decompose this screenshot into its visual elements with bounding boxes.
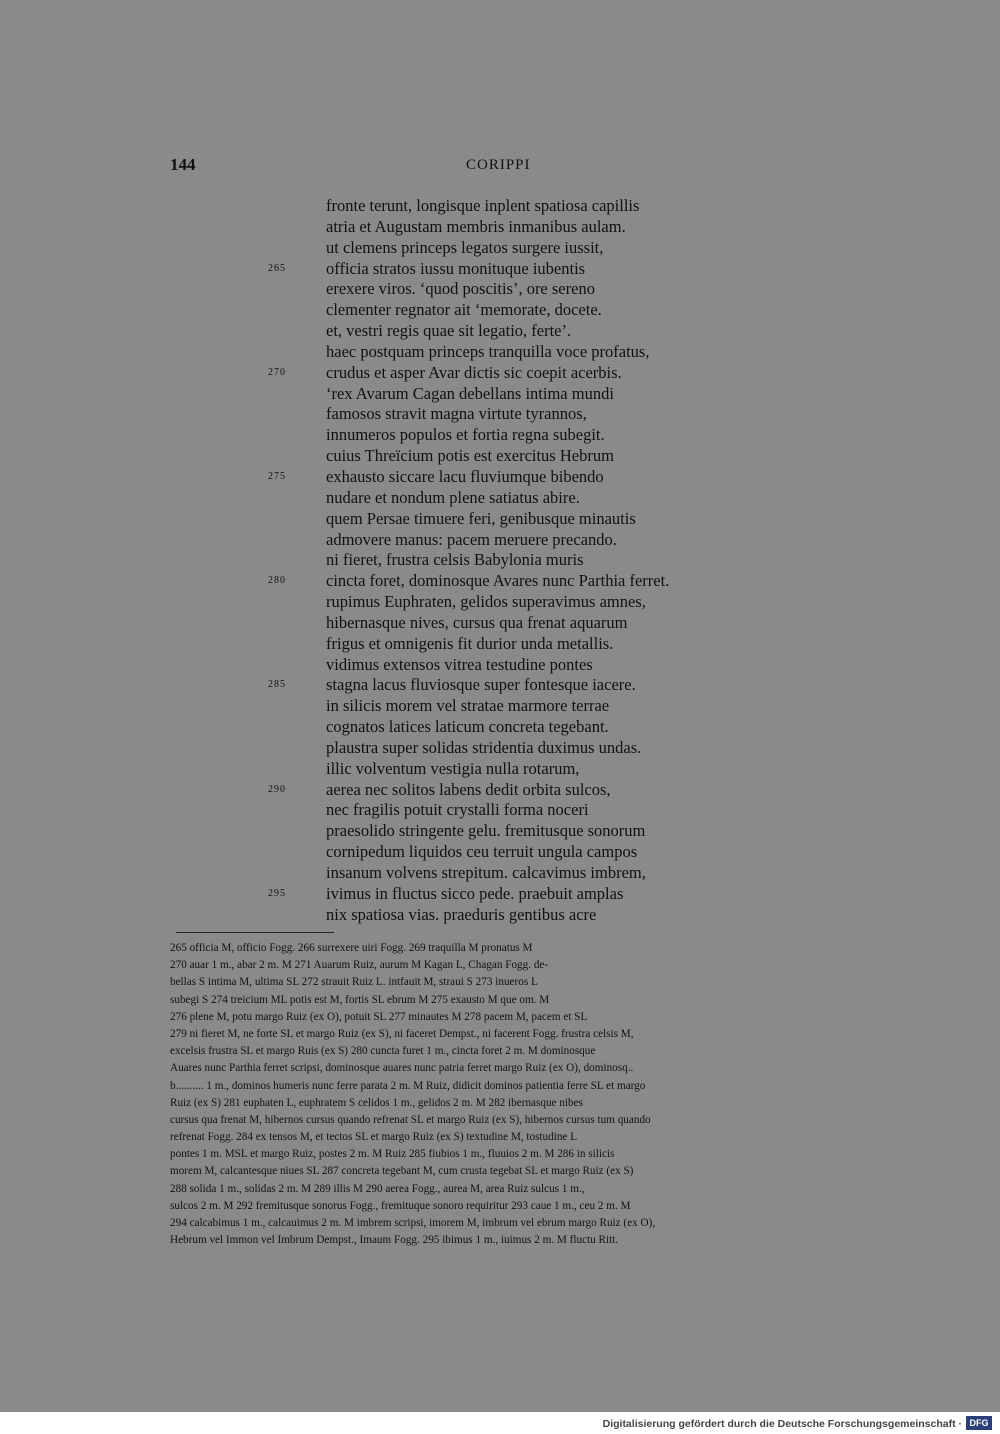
verse-line (326, 821, 886, 842)
apparatus-line: refrenat Fogg. 284 ex tensos M, et tectos SL et margo Ruiz (ex S) textudine M, tostudine L (170, 1131, 578, 1144)
verse-line (326, 550, 886, 571)
apparatus-line: Ruiz (ex S) 281 euphaten L, euphratem S celidos 1 m., gelidos 2 m. M 282 ibernasque nibes (170, 1096, 583, 1109)
verse-text: et, vestri regis quae sit legatio, ferte’. (326, 321, 572, 341)
verse-line (326, 530, 886, 551)
verse-line (326, 863, 886, 884)
apparatus-line: 279 ni fieret M, ne forte SL et margo Ruiz (ex S), ni faceret Dempst., ni facerent Fogg. frustra celsis M, (170, 1027, 634, 1040)
verse-text: admovere manus: pacem meruere precando. (326, 529, 617, 549)
verse-text: crudus et asper Avar dictis sic coepit acerbis. (326, 362, 622, 382)
verse-text: officia stratos iussu monituque iubentis (326, 258, 586, 278)
verse-text: erexere viros. ‘quod poscitis’, ore sereno (326, 279, 595, 299)
verse-text: atria et Augustam membris inmanibus aulam. (326, 216, 626, 236)
verse-line (326, 321, 886, 342)
verse-line (326, 800, 886, 821)
verse-line (268, 779, 886, 801)
verse-text: plaustra super solidas stridentia duximus undas. (326, 737, 642, 757)
verse-line (326, 717, 886, 738)
apparatus-line: Auares nunc Parthia ferret scripsi, dominosque auares nunc patria ferret margo Ruiz (ex O), dominosq.. (170, 1062, 634, 1075)
verse-line (268, 571, 886, 592)
verse-line (326, 425, 886, 446)
verse-line (326, 905, 886, 926)
verse-line (326, 384, 886, 405)
verse-text: haec postquam princeps tranquilla voce profatus, (326, 341, 650, 361)
apparatus-line: 276 plene M, potu margo Ruiz (ex O), potuit SL 277 minautes M 278 pacem M, pacem et SL (170, 1010, 588, 1023)
verse-line-number: 290 (268, 783, 286, 795)
apparatus-line: subegi S 274 treicium ML potis est M, fortis SL ebrum M 275 exausto M que om. M (170, 993, 550, 1006)
verse-line (326, 655, 886, 676)
apparatus-line: cursus qua frenat M, hibernos cursus quando refrenat SL et margo Ruiz (ex S), hibernos cursus tum quando (170, 1113, 651, 1126)
funding-text: Digitalisierung gefördert durch die Deutsche Forschungsgemeinschaft · (602, 1418, 962, 1430)
verse-line (326, 842, 886, 863)
verse-line (326, 446, 886, 467)
verse-text: clementer regnator ait ‘memorate, docete. (326, 300, 602, 320)
apparatus-line: b.......... 1 m., dominos humeris nunc ferre parata 2 m. M Ruiz, didicit dominos patientia ferre SL et margo (170, 1079, 646, 1092)
apparatus-line: 265 officia M, officio Fogg. 266 surrexere uiri Fogg. 269 traquilla M pronatus M (170, 942, 533, 954)
verse-text: aerea nec solitos labens dedit orbita sulcos, (326, 779, 611, 799)
verse-line-number: 295 (268, 887, 286, 899)
verse-line (326, 404, 886, 425)
verse-text: famosos stravit magna virtute tyrannos, (326, 404, 587, 424)
verse-text: innumeros populos et fortia regna subegit. (326, 425, 605, 445)
verse-line (326, 300, 886, 321)
apparatus-line: morem M, calcantesque niues SL 287 concreta tegebant M, cum crusta tegebat SL et margo Ruiz (ex S) (170, 1165, 634, 1178)
verse-line-number: 280 (268, 575, 286, 587)
page-number: 144 (170, 155, 196, 174)
verse-text: stagna lacus fluviosque super fontesque iacere. (326, 675, 636, 695)
verse-line (326, 613, 886, 634)
verse-line-number: 275 (268, 470, 286, 482)
verse-text: illic volventum vestigia nulla rotarum, (326, 758, 580, 778)
verse-line-number: 265 (268, 262, 286, 274)
verse-text: hibernasque nives, cursus qua frenat aquarum (326, 612, 628, 632)
verse-line (326, 342, 886, 363)
verse-line-number: 285 (268, 679, 286, 691)
verse-text: in silicis morem vel stratae marmore terrae (326, 696, 610, 716)
verse-block (268, 196, 886, 926)
verse-line-number: 270 (268, 366, 286, 378)
verse-text: ni fieret, frustra celsis Babylonia muris (326, 550, 584, 570)
verse-line (326, 238, 886, 259)
verse-text: cuius Threïcium potis est exercitus Hebrum (326, 446, 614, 466)
verse-line (268, 466, 886, 488)
apparatus-line: 288 solida 1 m., solidas 2 m. M 289 illis M 290 aerea Fogg., aurea M, area Ruiz sulcus 1 m., (170, 1182, 585, 1195)
verse-line (326, 634, 886, 655)
verse-text: frigus et omnigenis fit durior unda metallis. (326, 633, 614, 653)
verse-line (326, 279, 886, 300)
verse-text: cornipedum liquidos ceu terruit ungula campos (326, 842, 638, 862)
apparatus-line: pontes 1 m. MSL et margo Ruiz, postes 2 m. M Ruiz 285 fiubios 1 m., fluuios 2 m. M 286 in silicis (170, 1148, 615, 1161)
apparatus-line: excelsis frustra SL et margo Ruis (ex S) 280 cuncta furet 1 m., cincta foret 2 m. M dominosque (170, 1045, 596, 1058)
verse-text: nix spatiosa vias. praeduris gentibus acre (326, 904, 597, 924)
verse-text: nec fragilis potuit crystalli forma noceri (326, 800, 589, 820)
apparatus-line: 270 auar 1 m., abar 2 m. M 271 Auarum Ruiz, aurum M Kagan L, Chagan Fogg. de- (170, 959, 549, 972)
apparatus-line: sulcos 2 m. M 292 fremitusque sonorus Fogg., fremituque sonoro requiritur 293 caue 1 m., ceu 2 m. M (170, 1199, 631, 1212)
critical-apparatus (170, 940, 830, 1249)
verse-text: nudare et nondum plene satiatus abire. (326, 487, 580, 507)
verse-text: cincta foret, dominosque Avares nunc Parthia ferret. (326, 571, 670, 591)
verse-line (268, 675, 886, 696)
verse-text: vidimus extensos vitrea testudine pontes (326, 654, 593, 674)
verse-line (268, 258, 886, 280)
verse-text: insanum volvens strepitum. calcavimus imbrem, (326, 863, 646, 882)
verse-line (268, 883, 886, 905)
running-title: CORIPPI (466, 157, 531, 173)
verse-text: cognatos latices laticum concreta tegebant. (326, 717, 609, 737)
footer-bar (0, 1412, 1000, 1434)
dfg-logo: DFG (966, 1416, 992, 1430)
verse-line (326, 759, 886, 780)
apparatus-line: 294 calcabimus 1 m., calcauimus 2 m. M imbrem scripsi, imorem M, imbrum vel ebrum margo Ruiz (ex O), (170, 1217, 656, 1229)
verse-text: praesolido stringente gelu. fremitusque sonorum (326, 821, 646, 841)
verse-line (326, 592, 886, 613)
verse-line (326, 196, 886, 217)
verse-text: ut clemens princeps legatos surgere iussit, (326, 237, 604, 257)
verse-line (326, 217, 886, 238)
verse-text: ‘rex Avarum Cagan debellans intima mundi (326, 383, 614, 403)
verse-text: fronte terunt, longisque inplent spatiosa capillis (326, 196, 640, 215)
apparatus-line: Hebrum vel Immon vel Imbrum Dempst., Imaum Fogg. 295 ibimus 1 m., iuimus 2 m. M fluctu Ritt. (170, 1234, 619, 1247)
verse-line (326, 738, 886, 759)
verse-text: rupimus Euphraten, gelidos superavimus amnes, (326, 592, 646, 612)
verse-text: exhausto siccare lacu fluviumque bibendo (326, 466, 604, 486)
verse-line (326, 488, 886, 509)
verse-text: ivimus in fluctus sicco pede. praebuit amplas (326, 883, 624, 903)
verse-line (326, 509, 886, 530)
apparatus-line: bellas S intima M, ultima SL 272 strauit Ruiz L. intfauit M, straui S 273 inueros L (170, 976, 538, 989)
footnote-rule (176, 932, 334, 933)
verse-line (268, 362, 886, 384)
verse-text: quem Persae timuere feri, genibusque minautis (326, 508, 636, 528)
verse-line (326, 696, 886, 717)
